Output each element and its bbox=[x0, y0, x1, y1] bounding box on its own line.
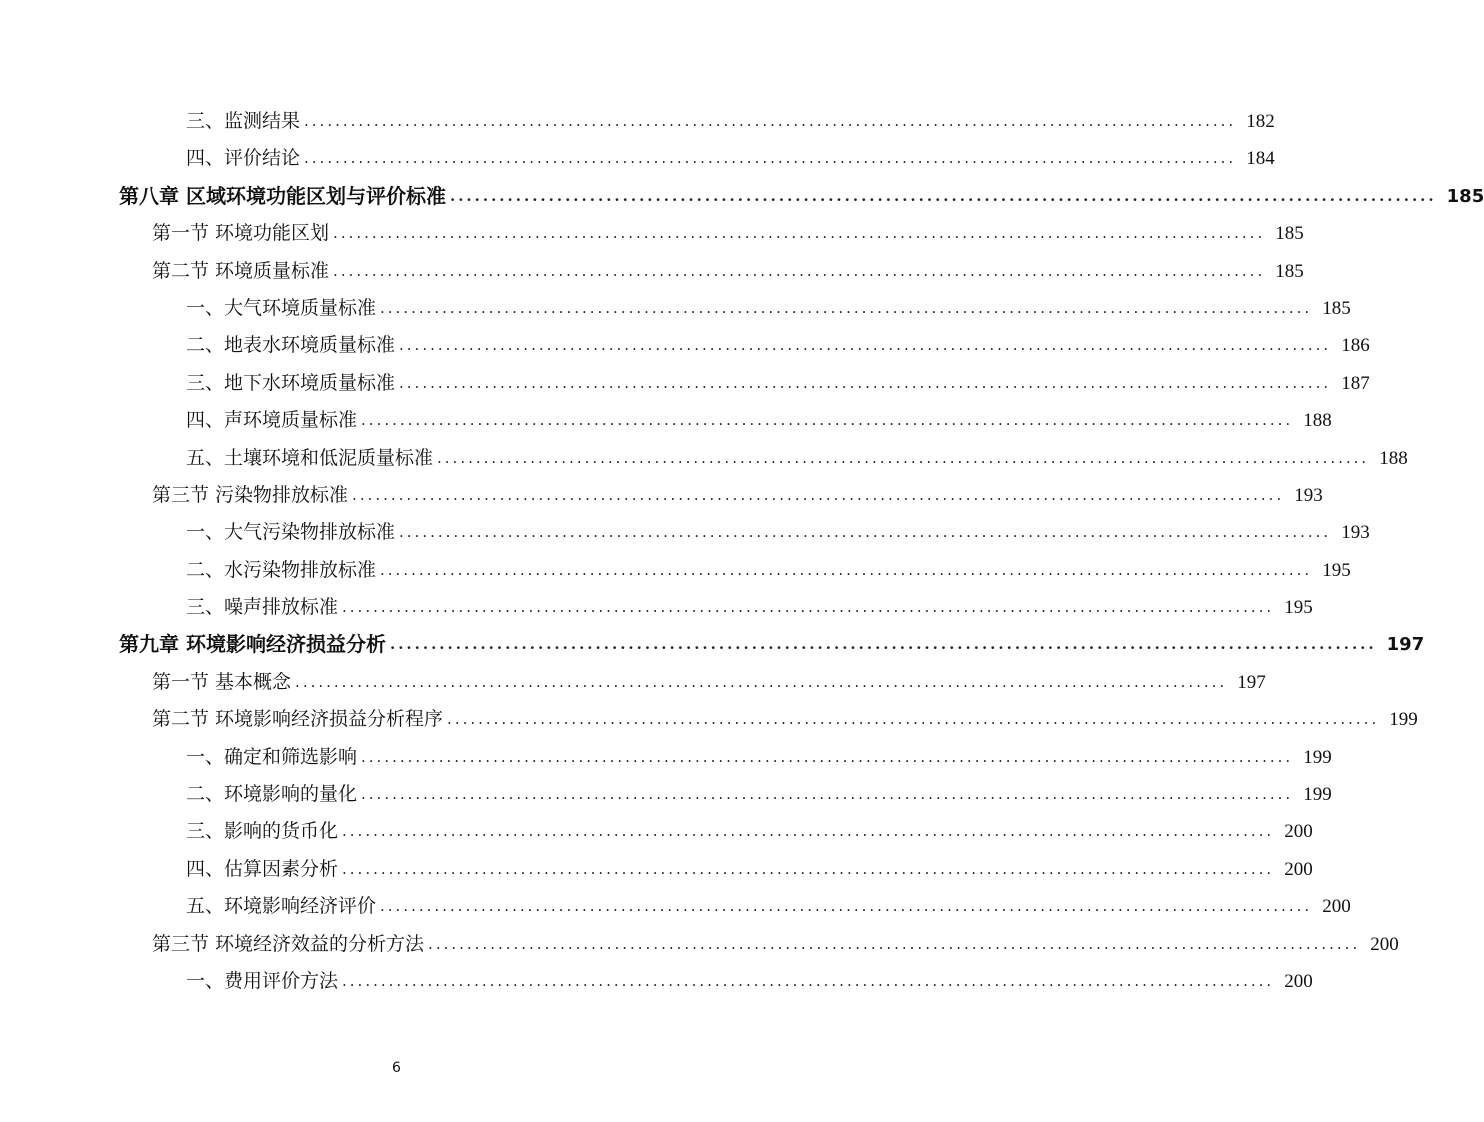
dot-leader: ........................................................................................................................ bbox=[333, 261, 1266, 280]
toc-entry-title: 二、水污染物排放标准 bbox=[186, 558, 377, 581]
toc-entry-title: 第三节 环境经济效益的分析方法 bbox=[152, 932, 425, 955]
toc-entry-title: 第二节 环境影响经济损益分析程序 bbox=[152, 708, 444, 731]
toc-entry-title: 第一节 基本概念 bbox=[152, 670, 292, 693]
toc-entry-page-number: 182 bbox=[1246, 111, 1275, 132]
dot-leader: ........................................................................................................................ bbox=[428, 934, 1361, 953]
dot-leader: ........................................................................................................................ bbox=[380, 298, 1313, 317]
dot-leader: ........................................................................................................................ bbox=[304, 149, 1237, 168]
dot-leader: ........................................................................................................................ bbox=[295, 672, 1228, 691]
dot-leader: ........................................................................................................................ bbox=[399, 373, 1332, 392]
toc-entry-item[interactable] bbox=[0, 514, 1370, 551]
toc-entry-page-number: 188 bbox=[1379, 447, 1408, 469]
toc-entry-page-number: 195 bbox=[1284, 597, 1313, 619]
toc-entry-title: 一、确定和筛选影响 bbox=[186, 745, 358, 768]
toc-entry-item[interactable] bbox=[0, 140, 1275, 177]
toc-entry-page-number: 199 bbox=[1303, 746, 1332, 768]
toc-entry-page-number: 199 bbox=[1303, 784, 1332, 806]
page-number: 6 bbox=[392, 1060, 401, 1076]
dot-leader: ........................................................................................................................ bbox=[361, 785, 1294, 804]
toc-entry-title: 三、影响的货币化 bbox=[186, 820, 339, 843]
toc-entry-title: 三、噪声排放标准 bbox=[186, 596, 339, 619]
toc-entry-item[interactable] bbox=[0, 402, 1332, 439]
toc-entry-title: 四、评价结论 bbox=[186, 147, 301, 170]
toc-entry-page-number: 185 bbox=[1446, 185, 1484, 207]
toc-entry-page-number: 195 bbox=[1322, 559, 1351, 581]
toc-entry-section[interactable] bbox=[0, 664, 1266, 701]
toc-entry-item[interactable] bbox=[0, 888, 1351, 925]
toc-entry-section[interactable] bbox=[0, 215, 1304, 252]
toc-entry-title: 三、监测结果 bbox=[186, 110, 301, 132]
toc-entry-chapter[interactable] bbox=[0, 178, 1484, 215]
toc-entry-item[interactable] bbox=[0, 440, 1408, 477]
toc-entry-title: 第九章 环境影响经济损益分析 bbox=[119, 632, 386, 657]
toc-entry-title: 第三节 污染物排放标准 bbox=[152, 483, 349, 506]
toc-entry-item[interactable] bbox=[0, 327, 1370, 364]
dot-leader: ........................................................................................................................ bbox=[342, 859, 1275, 878]
dot-leader: ........................................................................................................................ bbox=[342, 971, 1275, 990]
toc-entry-page-number: 200 bbox=[1322, 896, 1351, 918]
toc-entry-item[interactable] bbox=[0, 552, 1351, 589]
toc-entry-section[interactable] bbox=[0, 477, 1323, 514]
toc-entry-title: 二、环境影响的量化 bbox=[186, 783, 358, 806]
toc-entry-page-number: 188 bbox=[1303, 410, 1332, 432]
dot-leader: ........................................................................................................................ bbox=[399, 523, 1332, 542]
dot-leader: ........................................................................................................................ bbox=[361, 411, 1294, 430]
dot-leader: ........................................................................................................................ bbox=[304, 112, 1237, 130]
table-of-contents bbox=[0, 103, 1484, 1000]
dot-leader: ........................................................................................................................ bbox=[380, 560, 1313, 579]
toc-entry-page-number: 187 bbox=[1341, 372, 1370, 394]
toc-entry-item[interactable] bbox=[0, 813, 1313, 850]
toc-entry-item[interactable] bbox=[0, 365, 1370, 402]
dot-leader: ........................................................................................................................ bbox=[399, 336, 1332, 355]
toc-entry-page-number: 185 bbox=[1322, 297, 1351, 319]
toc-entry-item[interactable] bbox=[0, 589, 1313, 626]
dot-leader: ........................................................................................................................ bbox=[361, 747, 1294, 766]
toc-entry-item[interactable] bbox=[0, 851, 1313, 888]
toc-entry-title: 二、地表水环境质量标准 bbox=[186, 334, 396, 357]
toc-entry-title: 一、大气污染物排放标准 bbox=[186, 521, 396, 544]
toc-entry-title: 三、地下水环境质量标准 bbox=[186, 371, 396, 394]
toc-entry-page-number: 193 bbox=[1341, 522, 1370, 544]
toc-entry-section[interactable] bbox=[0, 926, 1399, 963]
dot-leader: ........................................................................................................................ bbox=[342, 822, 1275, 841]
dot-leader: ........................................................................................................................ bbox=[449, 186, 1437, 205]
toc-entry-item[interactable] bbox=[0, 776, 1332, 813]
dot-leader: ........................................................................................................................ bbox=[437, 448, 1370, 467]
toc-entry-page-number: 199 bbox=[1389, 709, 1418, 731]
toc-entry-title: 五、土壤环境和低泥质量标准 bbox=[186, 446, 434, 469]
toc-entry-item[interactable] bbox=[0, 290, 1351, 327]
toc-entry-page-number: 197 bbox=[1386, 634, 1425, 656]
toc-entry-page-number: 197 bbox=[1237, 671, 1266, 693]
dot-leader: ........................................................................................................................ bbox=[342, 598, 1275, 617]
toc-entry-title: 四、估算因素分析 bbox=[186, 857, 339, 880]
toc-entry-item[interactable] bbox=[0, 103, 1275, 140]
toc-entry-title: 四、声环境质量标准 bbox=[186, 409, 358, 432]
toc-entry-page-number: 186 bbox=[1341, 335, 1370, 357]
toc-entry-title: 第二节 环境质量标准 bbox=[152, 259, 330, 282]
toc-entry-title: 一、大气环境质量标准 bbox=[186, 296, 377, 319]
toc-entry-page-number: 200 bbox=[1370, 933, 1399, 955]
toc-entry-item[interactable] bbox=[0, 963, 1313, 1000]
toc-entry-page-number: 184 bbox=[1246, 148, 1275, 170]
toc-entry-title: 一、费用评价方法 bbox=[186, 969, 339, 992]
dot-leader: ........................................................................................................................ bbox=[447, 710, 1380, 729]
toc-entry-page-number: 185 bbox=[1275, 260, 1304, 282]
toc-entry-page-number: 193 bbox=[1294, 484, 1323, 506]
toc-entry-page-number: 200 bbox=[1284, 858, 1313, 880]
dot-leader: ........................................................................................................................ bbox=[352, 485, 1285, 504]
toc-entry-page-number: 200 bbox=[1284, 821, 1313, 843]
dot-leader: ........................................................................................................................ bbox=[333, 224, 1266, 243]
toc-entry-chapter[interactable] bbox=[0, 626, 1425, 663]
toc-entry-title: 五、环境影响经济评价 bbox=[186, 895, 377, 918]
toc-entry-section[interactable] bbox=[0, 701, 1418, 738]
toc-entry-title: 第一节 环境功能区划 bbox=[152, 222, 330, 245]
toc-entry-title: 第八章 区域环境功能区划与评价标准 bbox=[119, 183, 446, 208]
toc-entry-item[interactable] bbox=[0, 739, 1332, 776]
toc-entry-page-number: 185 bbox=[1275, 223, 1304, 245]
dot-leader: ........................................................................................................................ bbox=[389, 635, 1377, 654]
dot-leader: ........................................................................................................................ bbox=[380, 897, 1313, 916]
toc-entry-section[interactable] bbox=[0, 253, 1304, 290]
toc-entry-page-number: 200 bbox=[1284, 970, 1313, 992]
